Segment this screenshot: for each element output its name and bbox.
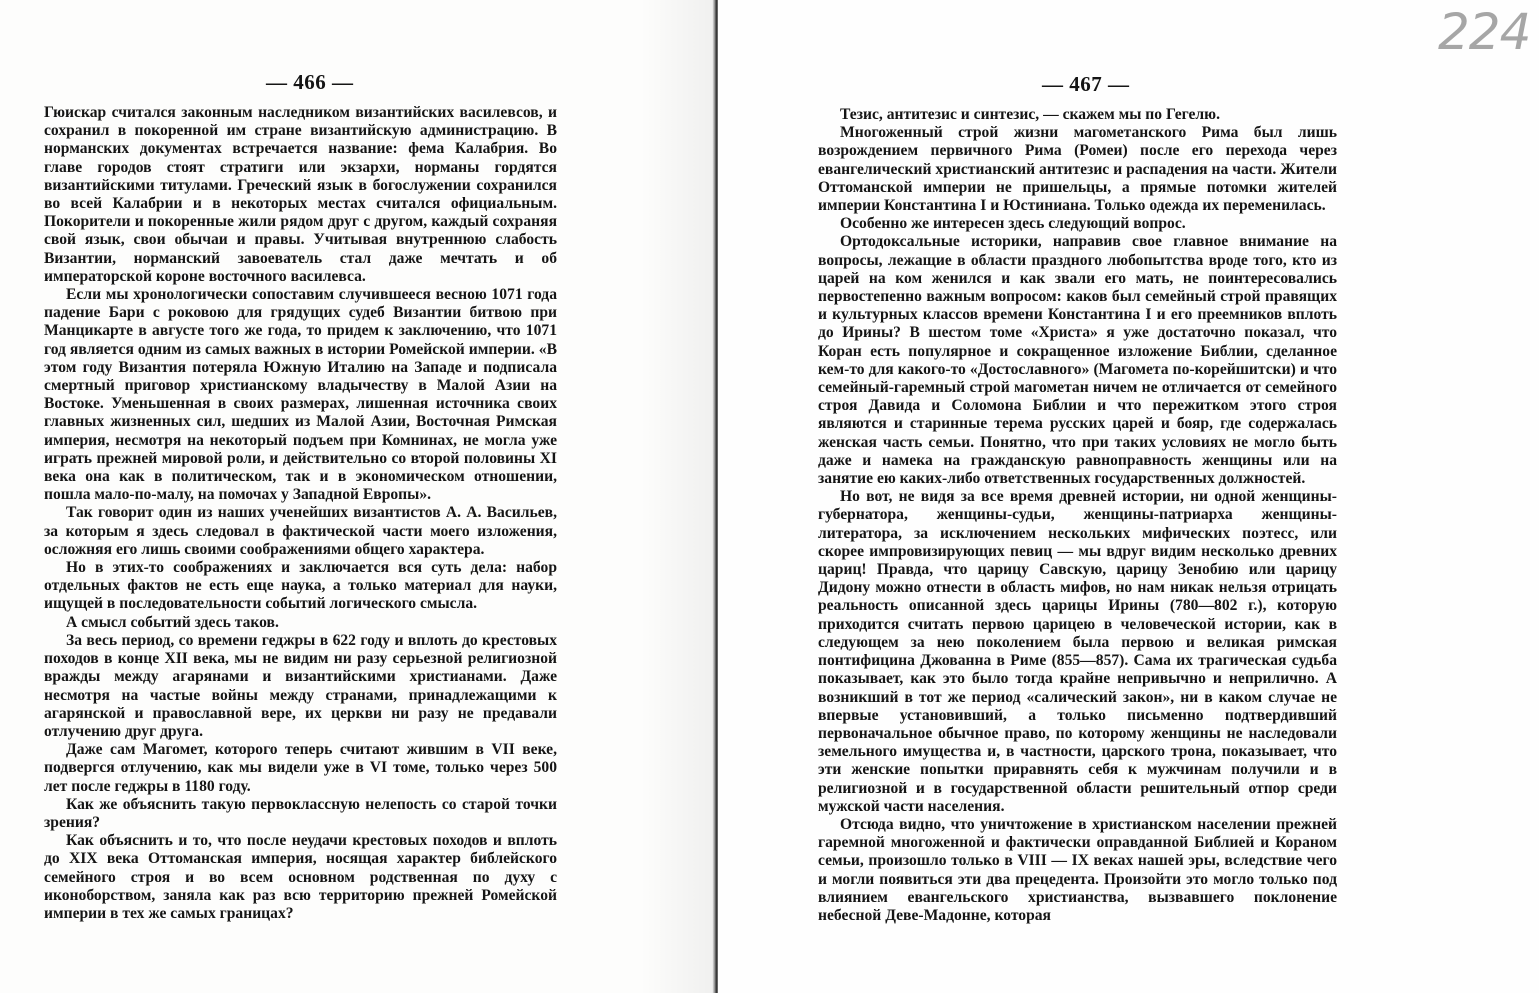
paragraph: Но вот, не видя за все время древней истории, ни одной женщины-губернатора, женщины-судьи, женщины-патриарха женщины-литератора, за исключением нескольких мифических поэтесс, или скорее импровизирующих певиц — мы вдруг видим несколько древних цариц! Правда, что царицу Савскую, царицу Зенобию или царицу Дидону можно отнести в область мифов, но нам никак нельзя отрицать реальность описанной здесь царицы Ирины (780—802 г.), которую приходится считать первою царицею в человеческой истории, как в следующем за нею поколением была первою и великая римская понтифицина Джованна в Риме (855—857). Сама их трагическая судьба показывает, как это было тогда крайне непривычно и неприлично. А возникший в тот же период «салический закон», ни в каком случае не впервые установивший, а только письменно подтвердивший первоначальное обычное право, по которому женщины не наследовали земельного имущества и, в частности, царского трона, показывает, что эти женские попытки приравнять себя к мужчинам получили и в религиозной и в государственной области решительный отпор среди мужской части населения.	[818, 488, 1337, 815]
right-page	[718, 0, 1539, 993]
page-number: — 466 —	[266, 70, 354, 94]
paragraph: А смысл событий здесь таков.	[66, 613, 279, 631]
paragraph: Как объяснить и то, что после неудачи крестовых походов и вплоть до XIX века Оттоманская империя, носящая характер библейского семейного строя и во всем основном родственная по духу с иконоборством, заняла как раз всю территорию прежней Ромейской империи в тех же самых границах?	[44, 832, 557, 922]
paragraph: Гюискар считался законным наследником византийских василевсов, и сохранил в покоренной им стране византийскую администрацию. В норманских документах встречается название: фема Калабрия. Во главе городов стоят стратиги или экзархи, норманы гордятся византийскими титулами. Греческий язык в богослужении сохранился во всей Калабрии и в некоторых местах считался официальным. Покорители и покоренные жили рядом друг с другом, каждый сохраняя свой язык, свои обычаи и правы. Учитывая внутреннюю слабость Византии, норманский завоеватель стал даже мечтать и об императорской короне восточного василевса.	[44, 104, 557, 285]
page-text	[818, 106, 1337, 925]
paragraph: Даже сам Магомет, которого теперь считают жившим в VII веке, подвергся отлучению, как мы видели уже в VI томе, только через 500 лет после геджры в 1180 году.	[44, 741, 557, 795]
paragraph: Отсюда видно, что уничтожение в христианском населении прежней гаремной многоженной и фактически оправданной Библией и Кораном семьи, произошло только в VIII — IX веках нашей эры, вследствие чего и могли появиться эти два прецедента. Произойти это могло только под влиянием евангельского христианства, вызвавшего поклонение небесной Деве-Мадонне, которая	[818, 815, 1337, 924]
paragraph: Ортодоксальные историки, направив свое главное внимание на вопросы, лежащие в области праздного любопытства вроде того, кто из царей на ком женился и как звали его мать, не поинтересовались первостепенно важным вопросом: каков был семейный строй правящих и культурных классов времени Константина I и его преемников вплоть до Ирины? В шестом томе «Христа» я уже достаточно показал, что Коран есть популярное и сокращенное изложение Библии, сделанное кем-то для какого-то «Достославного» (Магомета по-корейшитски) и что семейный-гаремный строй магометан ничем не отличается от семейного строя Давида и Соломона Библии и что пережитком этого строя являются и старинные терема русских царей и бояр, где содержалась женская часть семьи. Понятно, что при таких условиях не могло быть даже и намека на гражданскую равноправность женщины или на занятие ею каких-либо ответственных государственных должностей.	[818, 233, 1337, 488]
paragraph: Многоженный строй жизни магометанского Рима был лишь возрождением первичного Рима (Ромеи) после его перехода через евангелический христианский антитезис и распадения на части. Жители Оттоманской империи не пришельцы, а прямые потомки жителей империи Константина I и Юстиниана. Только одежда их переменилась.	[818, 124, 1337, 215]
left-page	[0, 0, 716, 993]
paragraph: Тезис, антитезис и синтезис, — скажем мы по Гегелю.	[840, 106, 1220, 123]
paragraph: Если мы хронологически сопоставим случившееся весною 1071 года падение Бари с роковою для грядущих судеб Византии битвою при Манцикарте в августе того же года, то придем к заключению, что 1071 год является одним из самых важных в истории Ромейской империи. «В этом году Византия потеряла Южную Италию на Западе и подписала смертный приговор христианскому владычеству в Малой Азии на Востоке. Уменьшенная в своих размерах, лишенная источника своих главных жизненных сил, шедших из Малой Азии, Восточная Римская империя, несмотря на некоторый подъем при Комнинах, не могла уже играть прежней мировой роли, и действительно со второй половины XI века она как в политическом, так и в экономическом отношении, пошла мало-по-малу, на помочах у Западной Европы».	[44, 286, 557, 504]
page-text	[44, 104, 557, 923]
handwritten-page-stamp: 224	[1438, 3, 1531, 61]
paragraph: За весь период, со времени геджры в 622 году и вплоть до крестовых походов в конце XII века, мы не видим ни разу серьезной религиозной вражды между агарянами и византийскими христианами. Даже несмотря на частые войны между странами, принадлежащими к агарянской и православной вере, их церкви ни разу не предавали отлучению друг друга.	[44, 631, 557, 740]
gutter-shadow	[640, 0, 712, 993]
paragraph: Так говорит один из наших ученейших византистов А. А. Васильев, за которым я здесь следовал в фактической части моего изложения, осложняя его лишь своими соображениями общего характера.	[44, 504, 557, 558]
page-number: — 467 —	[1042, 72, 1130, 96]
paragraph: Как же объяснить такую первоклассную нелепость со старой точки зрения?	[44, 795, 557, 831]
paragraph: Особенно же интересен здесь следующий вопрос.	[840, 215, 1186, 233]
paragraph: Но в этих-то соображениях и заключается вся суть дела: набор отдельных фактов не есть еще наука, а только материал для науки, ищущей в последовательности событий логического смысла.	[44, 559, 557, 613]
